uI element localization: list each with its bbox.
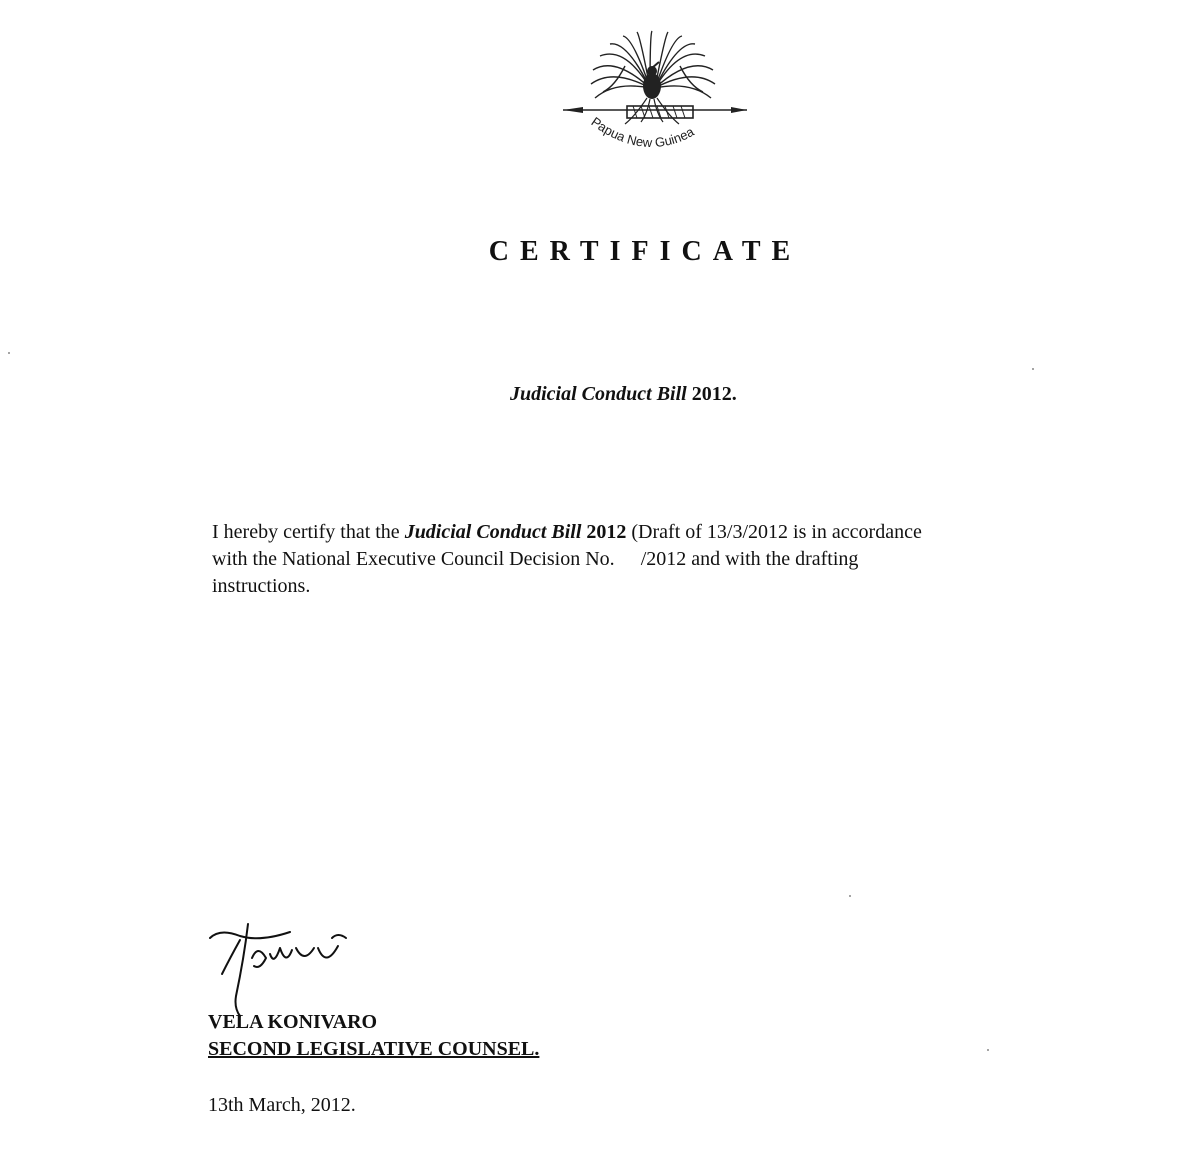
line1-prefix: I hereby certify that the xyxy=(212,521,405,543)
line2-suffix: /2012 and with the drafting xyxy=(640,548,859,570)
scan-speck xyxy=(849,895,851,897)
paragraph-line-3: instructions. xyxy=(212,575,311,597)
line1-suffix: (Draft of 13/3/2012 is in accordance xyxy=(626,521,922,543)
signer-title: SECOND LEGISLATIVE COUNSEL. xyxy=(208,1038,540,1060)
bird-of-paradise-emblem-icon xyxy=(555,26,755,166)
line2-prefix: with the National Executive Council Decision No. xyxy=(212,548,615,570)
scan-speck xyxy=(8,352,10,354)
paragraph-line-2 xyxy=(212,546,1092,573)
line1-bill-year: 2012 xyxy=(581,521,627,543)
paragraph-line-1 xyxy=(212,519,1092,546)
certificate-date: 13th March, 2012. xyxy=(208,1094,356,1116)
bill-heading-name: Judicial Conduct Bill xyxy=(510,383,687,405)
handwritten-signature xyxy=(200,918,370,1018)
certification-paragraph xyxy=(212,519,1092,600)
signer-name: VELA KONIVARO xyxy=(208,1011,378,1033)
scan-speck xyxy=(1032,368,1034,370)
papua-new-guinea-emblem xyxy=(555,26,755,166)
line1-bill-name: Judicial Conduct Bill xyxy=(404,521,582,543)
certificate-title: CERTIFICATE xyxy=(488,236,802,267)
signature-icon xyxy=(200,918,370,1018)
emblem-caption: Papua New Guinea xyxy=(588,113,697,151)
scan-speck xyxy=(987,1049,989,1051)
bill-heading xyxy=(510,383,737,406)
bill-heading-year: 2012. xyxy=(691,383,737,405)
